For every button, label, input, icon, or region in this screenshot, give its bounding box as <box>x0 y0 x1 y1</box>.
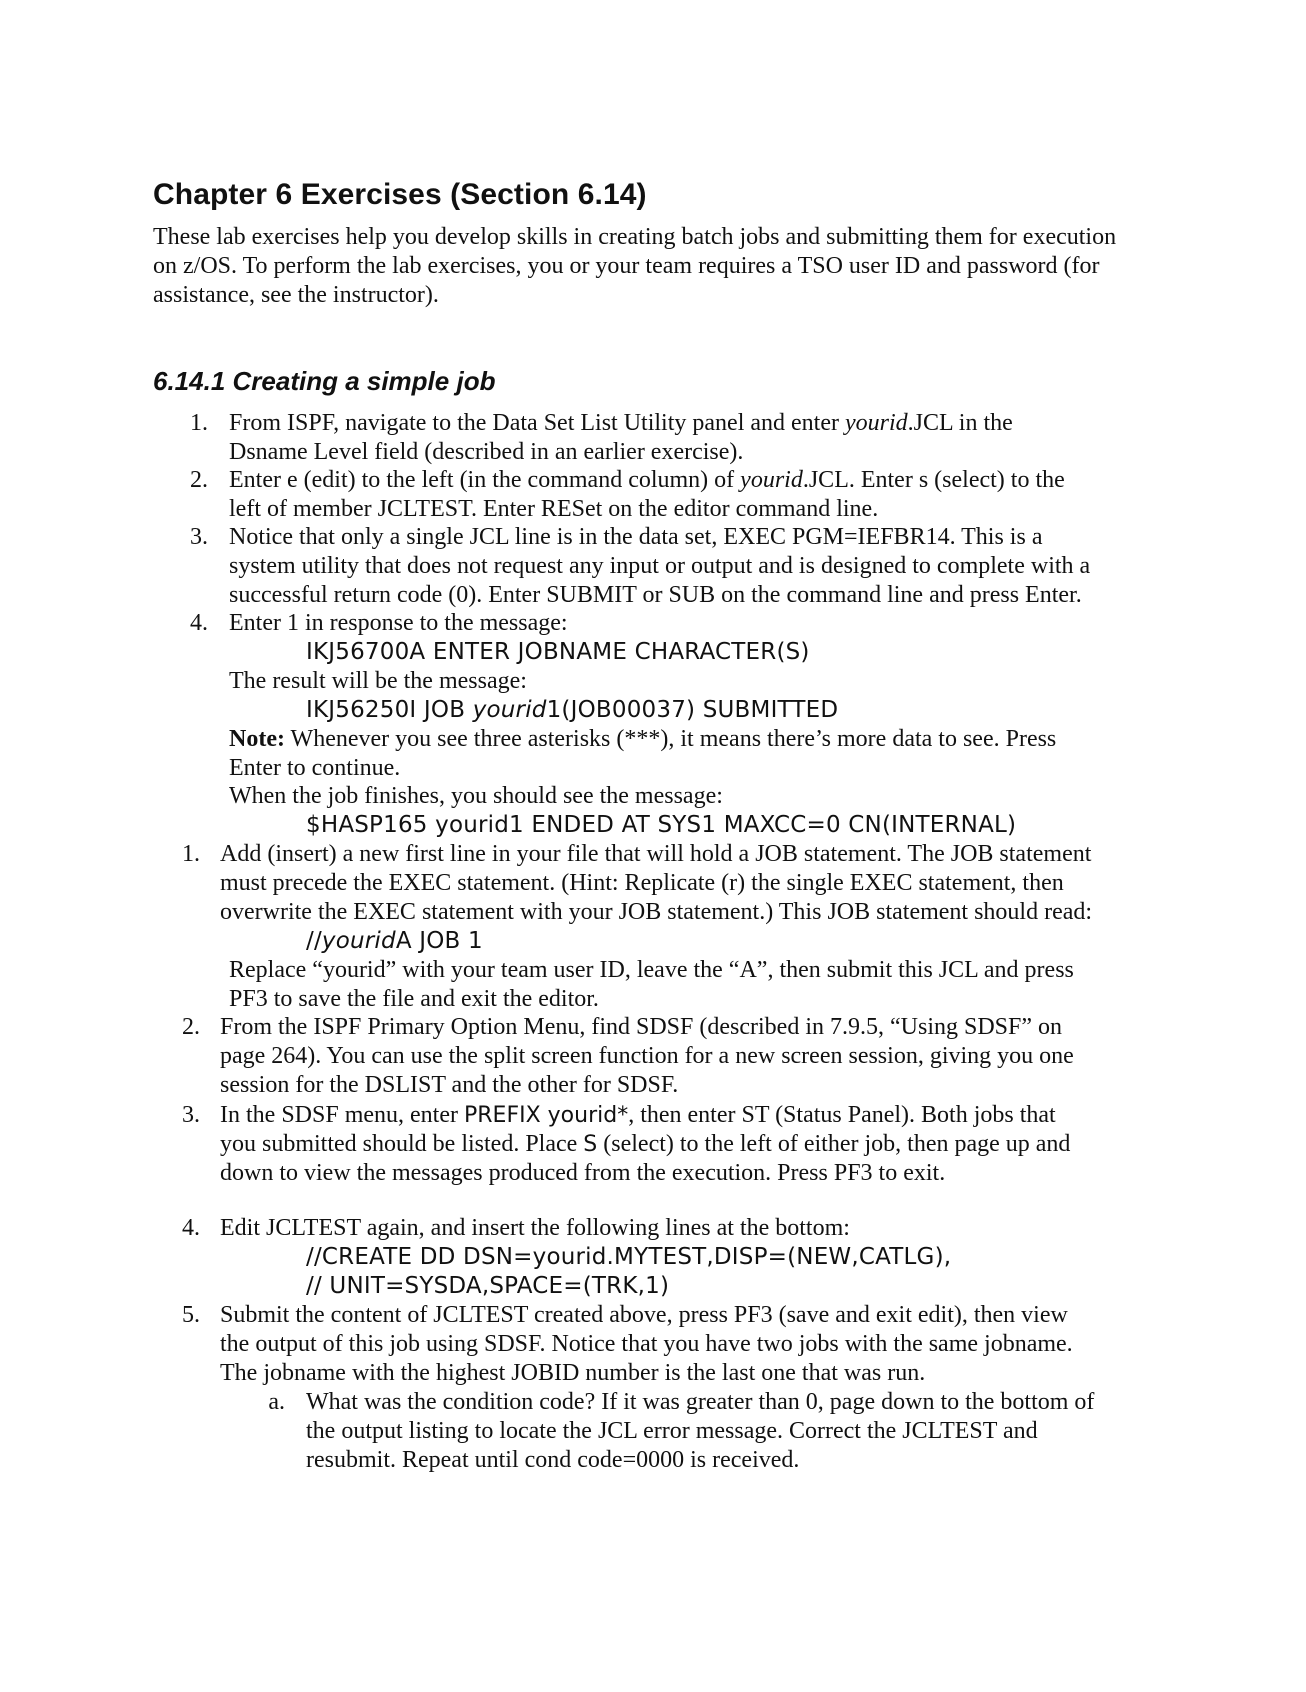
list-item-line: the output of this job using SDSF. Notice that you have two jobs with the same jobname. <box>220 1331 1073 1357</box>
section-heading: 6.14.1 Creating a simple job <box>153 366 496 396</box>
list-item-line: Dsname Level field (described in an earlier exercise). <box>229 439 744 465</box>
list-item-line: The result will be the message: <box>229 668 527 694</box>
list-item-line: must precede the EXEC statement. (Hint: Replicate (r) the single EXEC statement, then <box>220 870 1064 896</box>
note-line: Note: Whenever you see three asterisks (***), it means there’s more data to see. Press <box>229 726 1057 752</box>
list-item-line: Edit JCLTEST again, and insert the following lines at the bottom: <box>220 1215 850 1241</box>
list-item-line: system utility that does not request any input or output and is designed to complete with a <box>229 553 1091 579</box>
list-item-line: Replace “yourid” with your team user ID, leave the “A”, then submit this JCL and press <box>229 957 1074 983</box>
code-message: //CREATE DD DSN=yourid.MYTEST,DISP=(NEW,CATLG), <box>306 1244 952 1270</box>
list-item-line: Enter to continue. <box>229 755 401 781</box>
list-item-line: overwrite the EXEC statement with your JOB statement.) This JOB statement should read: <box>220 899 1093 925</box>
list-item-line: From the ISPF Primary Option Menu, find SDSF (described in 7.9.5, “Using SDSF” on <box>220 1014 1063 1040</box>
list-item-line: left of member JCLTEST. Enter RESet on the editor command line. <box>229 496 879 522</box>
list-item-line: Enter 1 in response to the message: <box>229 610 568 636</box>
list-item-line: page 264). You can use the split screen function for a new screen session, giving you one <box>220 1043 1074 1069</box>
code-message: $HASP165 yourid1 ENDED AT SYS1 MAXCC=0 CN(INTERNAL) <box>306 812 1017 838</box>
list-item-line: session for the DSLIST and the other for SDSF. <box>220 1072 679 1098</box>
intro-paragraph: These lab exercises help you develop skills in creating batch jobs and submitting them for execution on z/OS. To perform the lab exercises, you or your team requires a TSO user ID and password (for assistance, see the instructor). <box>153 224 1117 308</box>
list-item-line: From ISPF, navigate to the Data Set List Utility panel and enter yourid.JCL in the <box>229 410 1013 436</box>
list-number: 4. <box>190 610 208 636</box>
list-number: 3. <box>190 524 208 550</box>
list-number: 1. <box>190 410 208 436</box>
list-number: 1. <box>182 841 200 867</box>
list-item-line: PF3 to save the file and exit the editor. <box>229 986 599 1012</box>
list-number: 2. <box>182 1014 200 1040</box>
code-message: IKJ56250I JOB yourid1(JOB00037) SUBMITTED <box>306 697 839 723</box>
list-item-line: Submit the content of JCLTEST created above, press PF3 (save and exit edit), then view <box>220 1302 1068 1328</box>
list-item-line: Enter e (edit) to the left (in the command column) of yourid.JCL. Enter s (select) to the <box>229 467 1065 493</box>
list-item-line: In the SDSF menu, enter PREFIX yourid*, then enter ST (Status Panel). Both jobs that <box>220 1102 1056 1128</box>
list-number: 4. <box>182 1215 200 1241</box>
list-item-line: the output listing to locate the JCL error message. Correct the JCLTEST and <box>306 1418 1038 1444</box>
list-item-line: you submitted should be listed. Place S (select) to the left of either job, then page up and <box>220 1131 1071 1157</box>
list-number: 5. <box>182 1302 200 1328</box>
code-message: //youridA JOB 1 <box>306 928 483 954</box>
list-item-line: down to view the messages produced from the execution. Press PF3 to exit. <box>220 1160 946 1186</box>
list-item-line: resubmit. Repeat until cond code=0000 is received. <box>306 1447 800 1473</box>
chapter-heading: Chapter 6 Exercises (Section 6.14) <box>153 178 647 211</box>
list-number: 2. <box>190 467 208 493</box>
code-message: // UNIT=SYSDA,SPACE=(TRK,1) <box>306 1273 670 1299</box>
code-message: IKJ56700A ENTER JOBNAME CHARACTER(S) <box>306 639 810 665</box>
list-item-line: Add (insert) a new first line in your file that will hold a JOB statement. The JOB statement <box>220 841 1092 867</box>
list-number: a. <box>268 1389 285 1415</box>
list-number: 3. <box>182 1102 200 1128</box>
list-item-line: When the job finishes, you should see the message: <box>229 783 723 809</box>
list-item-line: What was the condition code? If it was greater than 0, page down to the bottom of <box>306 1389 1095 1415</box>
list-item-line: successful return code (0). Enter SUBMIT or SUB on the command line and press Enter. <box>229 582 1082 608</box>
list-item-line: The jobname with the highest JOBID number is the last one that was run. <box>220 1360 926 1386</box>
list-item-line: Notice that only a single JCL line is in the data set, EXEC PGM=IEFBR14. This is a <box>229 524 1043 550</box>
